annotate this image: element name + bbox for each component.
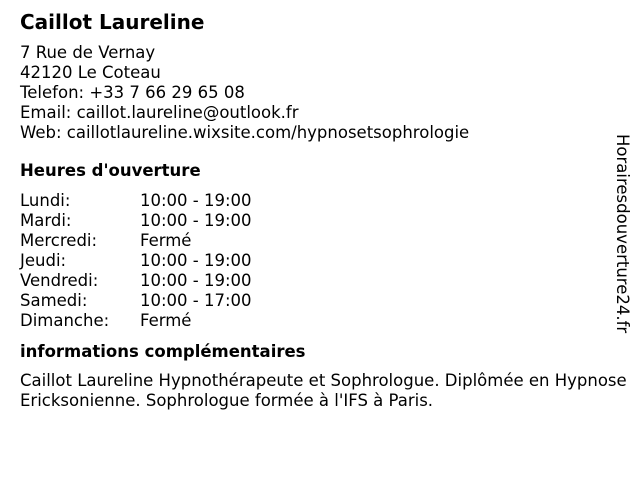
day-hours: Fermé	[140, 311, 192, 330]
business-name: Caillot Laureline	[20, 10, 205, 34]
day-label: Lundi:	[20, 191, 71, 210]
hours-table	[20, 191, 630, 331]
hours-row	[20, 231, 630, 251]
address-line-2: 42120 Le Coteau	[20, 63, 161, 82]
hours-row	[20, 251, 630, 271]
hours-row	[20, 211, 630, 231]
address-line-1: 7 Rue de Vernay	[20, 43, 156, 62]
day-label: Samedi:	[20, 291, 88, 310]
phone-line: Telefon: +33 7 66 29 65 08	[20, 83, 245, 102]
hours-row	[20, 191, 630, 211]
info-description: Caillot Laureline Hypnothérapeute et Sophrologue. Diplômée en Hypnose Ericksonienne. Sophrologue formée à l'IFS à Paris.	[20, 371, 627, 410]
hours-row	[20, 271, 630, 291]
info-heading: informations complémentaires	[20, 342, 306, 361]
day-hours: 10:00 - 19:00	[140, 251, 252, 270]
day-label: Mercredi:	[20, 231, 98, 250]
day-label: Mardi:	[20, 211, 72, 230]
day-label: Jeudi:	[20, 251, 67, 270]
business-card	[20, 10, 630, 411]
day-label: Dimanche:	[20, 311, 110, 330]
hours-heading: Heures d'ouverture	[20, 161, 201, 180]
day-hours: 10:00 - 19:00	[140, 271, 252, 290]
day-hours: 10:00 - 19:00	[140, 191, 252, 210]
hours-row	[20, 311, 630, 331]
site-watermark: Horairesdouverture24.fr	[613, 134, 632, 334]
day-hours: Fermé	[140, 231, 192, 250]
day-label: Vendredi:	[20, 271, 99, 290]
hours-row	[20, 291, 630, 311]
email-line: Email: caillot.laureline@outlook.fr	[20, 103, 299, 122]
day-hours: 10:00 - 19:00	[140, 211, 252, 230]
day-hours: 10:00 - 17:00	[140, 291, 252, 310]
web-line: Web: caillotlaureline.wixsite.com/hypnosetsophrologie	[20, 123, 470, 142]
